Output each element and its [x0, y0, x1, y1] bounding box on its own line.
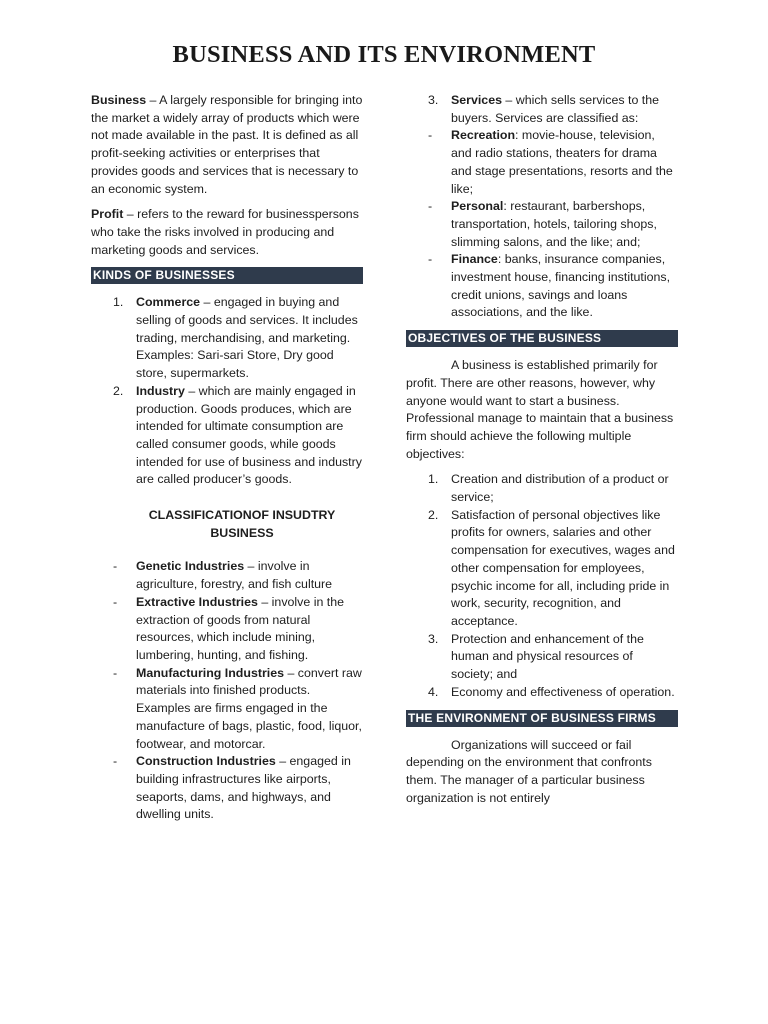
- list-item: [91, 753, 363, 824]
- profit-paragraph: [91, 206, 363, 259]
- industry-term: Construction Industries: [136, 754, 276, 769]
- list-item: [406, 471, 678, 506]
- list-marker: -: [428, 128, 433, 143]
- list-marker: -: [113, 559, 118, 574]
- list-marker: -: [428, 199, 433, 214]
- list-item: [91, 294, 363, 383]
- list-marker: -: [113, 754, 118, 769]
- service-term: Finance: [451, 252, 498, 267]
- business-definition: – A largely responsible for bringing into the market a widely array of products which were not made available in the past. It is defined as all profit-seeking activities or enterprises that provides goods and services that is necessary to an economic system.: [91, 93, 363, 196]
- list-marker: 3.: [428, 93, 439, 107]
- classification-heading: CLASSIFICATIONOF INSUDTRY BUSINESS: [148, 508, 336, 540]
- list-marker: -: [428, 252, 433, 267]
- business-term: Business: [91, 93, 147, 107]
- right-column: [406, 92, 678, 815]
- environment-heading: THE ENVIRONMENT OF BUSINESS FIRMS: [406, 710, 678, 727]
- industries-list: [91, 558, 363, 824]
- industry-text: – convert raw materials into finished products. Examples are firms engaged in the manufacture of bags, plastic, food, liquor, footwear, and motorcar.: [136, 665, 362, 751]
- list-item: [91, 558, 363, 593]
- kind-examples: Examples: Sari-sari Store, Dry good store, supermarkets.: [136, 348, 334, 381]
- industry-text: – involve in the extraction of goods from natural resources, which include mining, lumbering, hunting, and fishing.: [136, 594, 345, 662]
- service-text: : movie-house, television, and radio stations, theaters for drama and stage presentations, resorts and the like;: [451, 128, 673, 196]
- service-text: : restaurant, barbershops, transportation, hotels, tailoring shops, slimming salons, and the like; and;: [451, 199, 657, 249]
- kind-term: Industry: [136, 383, 185, 398]
- left-column: [91, 92, 363, 824]
- service-term: Personal: [451, 199, 504, 214]
- list-marker: 4.: [428, 684, 439, 699]
- profit-term: Profit: [91, 207, 124, 222]
- objective-text: Creation and distribution of a product or service;: [451, 472, 669, 505]
- objectives-list: [406, 471, 678, 701]
- list-item: [406, 198, 678, 251]
- industry-term: Manufacturing Industries: [136, 665, 285, 680]
- list-marker: -: [113, 665, 118, 680]
- services-item: [406, 92, 678, 127]
- objective-text: Protection and enhancement of the human and physical resources of society; and: [451, 631, 644, 682]
- list-item: [91, 383, 363, 489]
- list-item: [91, 594, 363, 665]
- profit-definition: – refers to the reward for businesspersons who take the risks involved in producing and marketing goods and services.: [91, 207, 359, 257]
- list-item: [406, 631, 678, 684]
- service-text: : banks, insurance companies, investment house, financing institutions, credit unions, savings and loans associations, and the like.: [451, 252, 671, 320]
- objectives-heading: OBJECTIVES OF THE BUSINESS: [406, 330, 678, 347]
- list-marker: 1.: [113, 295, 124, 310]
- list-marker: 1.: [428, 472, 439, 487]
- kind-text: – which are mainly engaged in production. Goods produces, which are intended for ultimate consumption are called consumer goods, while goods intended for use of business and industry are called producer’s goods.: [136, 383, 362, 487]
- list-marker: 2.: [428, 507, 439, 522]
- kinds-of-businesses-heading: KINDS OF BUSINESSES: [91, 267, 363, 284]
- list-marker: 3.: [428, 631, 439, 646]
- objective-text: Satisfaction of personal objectives like profits for owners, salaries and other compensation for executives, wages and other compensation for employees, psychic income for all, including pride in work, security, recognition, and acceptance.: [451, 507, 675, 628]
- list-item: [406, 507, 678, 631]
- list-item: [91, 665, 363, 754]
- services-term: Services: [451, 93, 502, 107]
- industry-term: Extractive Industries: [136, 594, 258, 609]
- objective-text: Economy and effectiveness of operation.: [451, 684, 675, 699]
- list-marker: 2.: [113, 383, 124, 398]
- kind-term: Commerce: [136, 295, 201, 310]
- industry-text: – involve in agriculture, forestry, and fish culture: [136, 559, 333, 592]
- list-item: [406, 684, 678, 702]
- services-text: – which sells services to the buyers. Services are classified as:: [451, 93, 659, 125]
- page-title: BUSINESS AND ITS ENVIRONMENT: [172, 41, 596, 68]
- industry-term: Genetic Industries: [136, 559, 245, 574]
- industry-text: – engaged in building infrastructures like airports, seaports, dams, and highways, and dwelling units.: [136, 754, 351, 822]
- list-marker: -: [113, 594, 118, 609]
- service-term: Recreation: [451, 128, 516, 143]
- kind-text: – engaged in buying and selling of goods and services. It includes trading, merchandising, and marketing.: [136, 295, 358, 345]
- kinds-list: [91, 294, 363, 489]
- objectives-intro: A business is established primarily for profit. There are other reasons, however, why anyone would want to start a business. Professional manage to maintain that a business firm should achieve the following multiple objectives:: [406, 358, 674, 461]
- list-item: [406, 127, 678, 198]
- environment-intro: Organizations will succeed or fail depending on the environment that confronts them. The manager of a particular business organization is not entirely: [406, 737, 652, 805]
- service-types-list: [406, 127, 678, 322]
- business-paragraph: [91, 92, 363, 198]
- list-item: [406, 251, 678, 322]
